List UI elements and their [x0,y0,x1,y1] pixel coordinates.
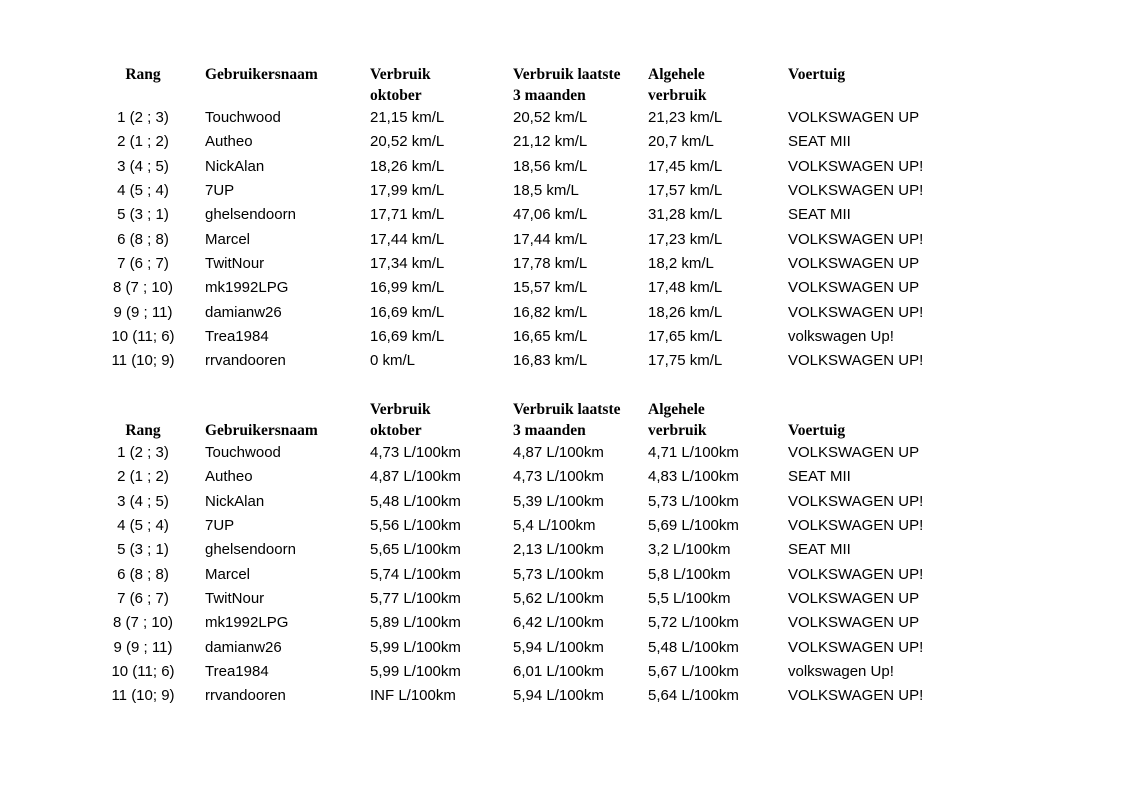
overall-consumption-cell: 5,72 L/100km [648,614,739,632]
consumption-october-cell: 16,99 km/L [370,279,445,297]
header-rank [88,64,198,106]
consumption-october-cell: 17,44 km/L [370,230,445,248]
username-cell: damianw26 [205,638,282,656]
username-cell: rrvandooren [205,352,286,370]
consumption-october-cell: 5,89 L/100km [370,614,461,632]
overall-consumption-cell: 18,2 km/L [648,255,714,273]
table-row [88,203,976,227]
overall-consumption-cell: 21,23 km/L [648,109,723,126]
vehicle-cell: volkswagen Up! [788,663,894,681]
header-consumption-last-3-months-line2: 3 maanden [513,87,586,104]
vehicle-cell: VOLKSWAGEN UP [788,444,920,461]
username-cell: TwitNour [205,255,265,273]
table-row [88,684,976,708]
username-cell: Autheo [205,133,253,151]
vehicle-cell: VOLKSWAGEN UP! [788,517,924,535]
consumption-last-3-months-cell: 5,62 L/100km [513,590,604,608]
overall-consumption-cell: 17,57 km/L [648,182,723,200]
overall-consumption-cell: 5,69 L/100km [648,517,739,535]
username-cell: ghelsendoorn [205,206,296,224]
rank-cell: 10 (11; 6) [111,328,175,346]
header-row [88,64,976,106]
overall-consumption-cell: 5,67 L/100km [648,663,739,681]
consumption-last-3-months-cell: 18,56 km/L [513,157,588,175]
consumption-last-3-months-cell: 17,78 km/L [513,255,588,273]
consumption-last-3-months-cell: 16,82 km/L [513,303,588,321]
vehicle-cell: VOLKSWAGEN UP [788,279,920,297]
overall-consumption-cell: 18,26 km/L [648,303,723,321]
header-rank-line1 [88,399,198,420]
rank-cell: 8 (7 ; 10) [112,279,174,297]
consumption-last-3-months-cell: 18,5 km/L [513,182,579,200]
consumption-october-cell: 16,69 km/L [370,303,445,321]
username-cell: NickAlan [205,157,265,175]
overall-consumption-cell: 5,5 L/100km [648,590,731,608]
rank-cell: 8 (7 ; 10) [112,614,174,632]
vehicle-cell: VOLKSWAGEN UP [788,255,920,273]
table-row [88,514,976,538]
overall-consumption-cell: 17,75 km/L [648,352,723,370]
vehicle-cell: VOLKSWAGEN UP [788,109,920,126]
table-row [88,106,976,130]
consumption-october-cell: 16,69 km/L [370,328,445,346]
header-consumption-october-line1: Verbruik [370,66,431,83]
rank-cell: 7 (6 ; 7) [117,255,169,273]
consumption-last-3-months-cell: 4,87 L/100km [513,444,604,461]
overall-consumption-cell: 5,8 L/100km [648,565,731,583]
vehicle-cell: VOLKSWAGEN UP! [788,157,924,175]
header-username-line2 [205,85,358,106]
consumption-last-3-months-cell: 5,4 L/100km [513,517,596,535]
username-cell: Autheo [205,468,253,486]
table-row [88,660,976,684]
overall-consumption-cell: 4,71 L/100km [648,444,739,461]
table-row [88,538,976,562]
username-cell: 7UP [205,517,235,535]
username-cell: Touchwood [205,109,281,126]
consumption-october-cell: 5,65 L/100km [370,541,461,559]
vehicle-cell: VOLKSWAGEN UP! [788,230,924,248]
consumption-last-3-months-cell: 6,01 L/100km [513,663,604,681]
rank-cell: 10 (11; 6) [111,663,175,681]
vehicle-cell: SEAT MII [788,206,851,224]
consumption-last-3-months-cell: 2,13 L/100km [513,541,604,559]
table-consumption-km-per-liter [88,64,976,374]
overall-consumption-cell: 4,83 L/100km [648,468,739,486]
consumption-october-cell: 5,48 L/100km [370,492,461,510]
consumption-last-3-months-cell: 21,12 km/L [513,133,588,151]
vehicle-cell: volkswagen Up! [788,328,894,346]
header-consumption-october-line2: oktober [370,422,422,439]
header-vehicle-line1: Voertuig [788,66,846,83]
username-cell: Marcel [205,565,251,583]
table-row [88,465,976,489]
rank-cell: 1 (2 ; 3) [117,444,169,461]
header-username-line2: Gebruikersnaam [205,422,318,439]
header-consumption-october [358,64,501,106]
rank-cell: 9 (9 ; 11) [113,303,173,321]
overall-consumption-cell: 5,48 L/100km [648,638,739,656]
consumption-last-3-months-cell: 17,44 km/L [513,230,588,248]
header-overall-consumption-line2: verbruik [648,87,707,104]
header-vehicle-line1 [788,399,976,420]
vehicle-cell: SEAT MII [788,468,851,486]
rank-cell: 5 (3 ; 1) [117,541,169,559]
header-vehicle-line2: Voertuig [788,422,846,439]
username-cell: NickAlan [205,492,265,510]
vehicle-cell: VOLKSWAGEN UP! [788,182,924,200]
header-overall-consumption [636,399,776,441]
username-cell: mk1992LPG [205,279,289,297]
consumption-october-cell: 4,87 L/100km [370,468,461,486]
vehicle-cell: VOLKSWAGEN UP! [788,492,924,510]
header-consumption-october [358,399,501,441]
header-row [88,399,976,441]
vehicle-cell: SEAT MII [788,133,851,151]
vehicle-cell: VOLKSWAGEN UP! [788,352,924,370]
table-row [88,636,976,660]
header-consumption-last-3-months-line1: Verbruik laatste [513,401,621,418]
table-row [88,252,976,276]
rank-cell: 2 (1 ; 2) [117,133,169,151]
consumption-last-3-months-cell: 4,73 L/100km [513,468,604,486]
username-cell: ghelsendoorn [205,541,296,559]
rank-cell: 5 (3 ; 1) [117,206,169,224]
consumption-october-cell: 4,73 L/100km [370,444,461,461]
consumption-october-cell: 17,71 km/L [370,206,445,224]
rank-cell: 4 (5 ; 4) [117,182,169,200]
rank-cell: 3 (4 ; 5) [117,157,169,175]
header-rank-line2: Rang [125,422,161,439]
consumption-october-cell: 5,56 L/100km [370,517,461,535]
table-row [88,179,976,203]
table-consumption-liter-per-100km [88,399,976,709]
consumption-october-cell: 18,26 km/L [370,157,445,175]
header-overall-consumption-line1: Algehele [648,66,705,83]
overall-consumption-cell: 17,65 km/L [648,328,723,346]
consumption-october-cell: 17,99 km/L [370,182,445,200]
rank-cell: 4 (5 ; 4) [117,517,169,535]
header-rank-line2 [88,85,198,106]
table-row [88,130,976,154]
vehicle-cell: SEAT MII [788,541,851,559]
consumption-last-3-months-cell: 20,52 km/L [513,109,588,126]
header-consumption-last-3-months-line2: 3 maanden [513,422,586,439]
overall-consumption-cell: 17,45 km/L [648,157,723,175]
consumption-october-cell: INF L/100km [370,687,456,705]
username-cell: mk1992LPG [205,614,289,632]
header-consumption-last-3-months-line1: Verbruik laatste [513,66,621,83]
table-row [88,563,976,587]
header-consumption-october-line1: Verbruik [370,401,431,418]
username-cell: Touchwood [205,444,281,461]
consumption-last-3-months-cell: 5,94 L/100km [513,638,604,656]
rank-cell: 7 (6 ; 7) [117,590,169,608]
consumption-october-cell: 5,99 L/100km [370,663,461,681]
table-row [88,155,976,179]
table-row [88,301,976,325]
table-row [88,587,976,611]
rank-cell: 2 (1 ; 2) [117,468,169,486]
username-cell: 7UP [205,182,235,200]
overall-consumption-cell: 31,28 km/L [648,206,723,224]
header-consumption-october-line2: oktober [370,87,422,104]
consumption-october-cell: 5,77 L/100km [370,590,461,608]
table-row [88,325,976,349]
header-username [198,399,358,441]
vehicle-cell: VOLKSWAGEN UP! [788,565,924,583]
consumption-october-cell: 5,99 L/100km [370,638,461,656]
header-vehicle [776,64,976,106]
consumption-last-3-months-cell: 6,42 L/100km [513,614,604,632]
username-cell: Trea1984 [205,328,269,346]
header-vehicle [776,399,976,441]
header-consumption-last-3-months [501,64,636,106]
table-row [88,441,976,465]
header-overall-consumption-line2: verbruik [648,422,707,439]
header-overall-consumption-line1: Algehele [648,401,705,418]
overall-consumption-cell: 3,2 L/100km [648,541,731,559]
table-row [88,349,976,373]
rank-cell: 6 (8 ; 8) [117,565,169,583]
header-username-line1 [205,399,358,420]
rank-cell: 6 (8 ; 8) [117,230,169,248]
overall-consumption-cell: 20,7 km/L [648,133,714,151]
overall-consumption-cell: 5,73 L/100km [648,492,739,510]
consumption-last-3-months-cell: 16,65 km/L [513,328,588,346]
overall-consumption-cell: 17,48 km/L [648,279,723,297]
consumption-last-3-months-cell: 5,73 L/100km [513,565,604,583]
header-overall-consumption [636,64,776,106]
header-rank [88,399,198,441]
overall-consumption-cell: 17,23 km/L [648,230,723,248]
vehicle-cell: VOLKSWAGEN UP [788,614,920,632]
consumption-last-3-months-cell: 15,57 km/L [513,279,588,297]
consumption-october-cell: 17,34 km/L [370,255,445,273]
consumption-october-cell: 20,52 km/L [370,133,445,151]
consumption-october-cell: 21,15 km/L [370,109,445,126]
vehicle-cell: VOLKSWAGEN UP [788,590,920,608]
vehicle-cell: VOLKSWAGEN UP! [788,303,924,321]
table-row [88,611,976,635]
overall-consumption-cell: 5,64 L/100km [648,687,739,705]
username-cell: Marcel [205,230,251,248]
username-cell: Trea1984 [205,663,269,681]
vehicle-cell: VOLKSWAGEN UP! [788,687,924,705]
consumption-last-3-months-cell: 47,06 km/L [513,206,588,224]
table-row [88,228,976,252]
consumption-last-3-months-cell: 16,83 km/L [513,352,588,370]
table-row [88,490,976,514]
vehicle-cell: VOLKSWAGEN UP! [788,638,924,656]
consumption-last-3-months-cell: 5,39 L/100km [513,492,604,510]
consumption-last-3-months-cell: 5,94 L/100km [513,687,604,705]
header-vehicle-line2 [788,85,976,106]
rank-cell: 11 (10; 9) [111,352,175,370]
header-username [198,64,358,106]
header-username-line1: Gebruikersnaam [205,66,318,83]
username-cell: damianw26 [205,303,282,321]
consumption-october-cell: 0 km/L [370,352,416,370]
rank-cell: 1 (2 ; 3) [117,109,169,126]
header-rank-line1: Rang [125,66,161,83]
header-consumption-last-3-months [501,399,636,441]
table-row [88,276,976,300]
rank-cell: 9 (9 ; 11) [113,638,173,656]
rank-cell: 11 (10; 9) [111,687,175,705]
username-cell: TwitNour [205,590,265,608]
consumption-october-cell: 5,74 L/100km [370,565,461,583]
username-cell: rrvandooren [205,687,286,705]
rank-cell: 3 (4 ; 5) [117,492,169,510]
